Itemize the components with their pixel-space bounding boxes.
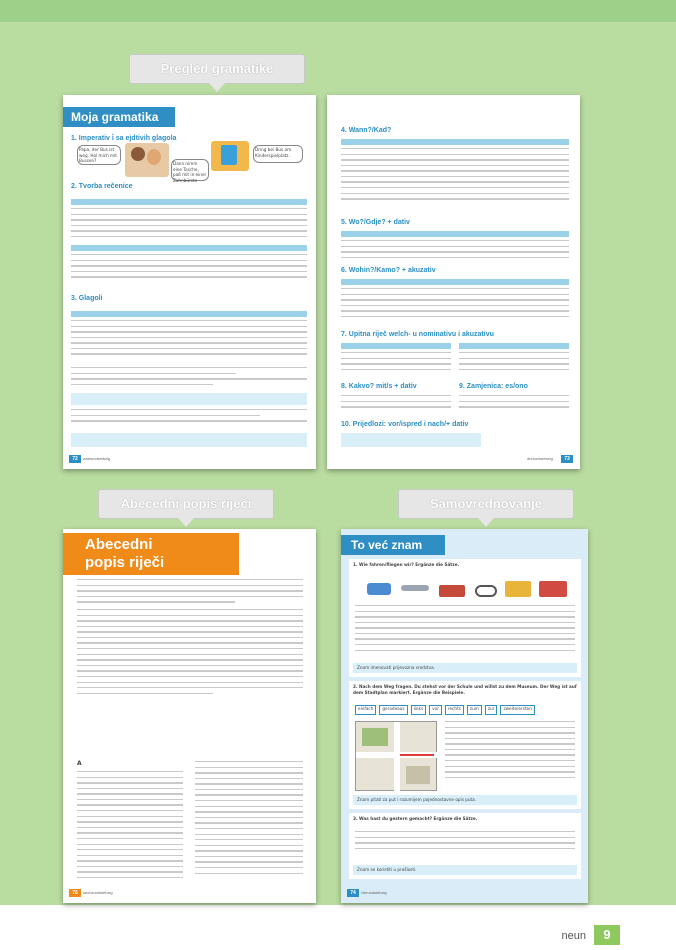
sentence-table-lines-2 [71,254,307,282]
chip-3: vor [429,705,442,715]
which-table-lines-b [459,352,569,374]
grammar-heading-2: 2. Tvorba rečenice [71,183,133,190]
where-table-lines [341,240,569,262]
whereto-table-header [341,279,569,285]
when-table-header [341,139,569,145]
glossary-letter-a: A [77,760,82,767]
prepositions-box [341,433,481,447]
chip-4: rechts [445,705,464,715]
chip-2: links [411,705,427,715]
which-table-header-a [341,343,451,349]
glossary-title-line-2: popis riječi [85,554,165,571]
car-icon [367,583,391,595]
self-eval-title-banner [341,535,445,555]
sentence-table-header-2 [71,245,307,251]
grammar-left-footer: zweiundsiebzig [83,456,111,461]
speech-bubble-2: Dann nimm eine Tasche, paß mit in einer Zahnbürste [171,159,209,181]
which-table-header-b [459,343,569,349]
glossary-column-left [77,771,183,883]
glossary-intro-lines [77,579,303,607]
illustration-phone [211,141,249,171]
verbs-note-box-1 [71,393,307,405]
with-lines [341,395,451,412]
exercise-1-check-text: Znam imenovati prijevozna sredstva. [357,665,436,670]
glossary-footer: sechsundsiebzig [83,890,113,895]
chip-1: geradeaus [379,705,407,715]
sentence-table-lines [71,208,307,241]
speech-bubble-1: Papa, der Bus ist weg. Hol mich mit Bussen? [77,145,121,165]
label-grammar-text: Pregled gramatike [160,61,274,76]
es-lines [459,395,569,412]
grammar-left-page-number: 72 [69,455,81,463]
bus-icon [505,581,531,597]
train-icon [539,581,567,597]
chip-0: einfach [355,705,376,715]
self-eval-title: To već znam [351,538,423,552]
footer-word: neun [561,930,586,942]
grammar-page-right [327,95,580,469]
exercise-2-box [349,681,581,809]
exercise-1-lines [355,605,575,655]
grammar-heading-9: 9. Zamjenica: es/ono [459,383,528,390]
label-grammar [129,54,305,84]
city-map [355,721,437,791]
label-selfeval [398,489,574,519]
when-table-lines [341,148,569,204]
exercise-2-instruction: 2. Nach dem Weg fragen. Du stehst vor der Schule und willst zu dem Museum. Der Weg ist auf dem Stadtplan markiert. Ergänze die Beispiele. [353,684,577,695]
exercise-3-check-text: Znam se koristiti u prošlosti. [357,867,417,872]
verbs-table-header [71,311,307,317]
label-glossary [98,489,274,519]
glossary-rules-lines [77,609,303,698]
glossary-column-right [195,761,303,878]
chip-6: zur [485,705,498,715]
grammar-heading-8: 8. Kakvo? mit/s + dativ [341,383,417,390]
grammar-heading-10: 10. Prijedlozi: vor/ispred i nach/+ dativ [341,421,469,428]
which-table-lines-a [341,352,451,374]
plane-icon [401,585,429,591]
self-eval-page-number: 74 [347,889,359,897]
top-band [0,0,676,22]
label-selfeval-text: Samovrednovanje [430,496,542,511]
whereto-table-lines [341,288,569,321]
exercise-2-lines [445,721,575,782]
verbs-note-box-2 [71,433,307,447]
transport-icons-row [367,577,567,599]
exercise-3-lines [355,831,575,853]
exercise-2-check-text: Znam pitati za put i razumijem pojednostavne opis puta. [357,797,477,802]
grammar-heading-7: 7. Upitna riječ welch- u nominativu i akuzativu [341,331,494,338]
verbs-notes-2 [71,409,307,426]
grammar-title-banner [63,107,175,127]
grammar-title: Moja gramatika [71,110,159,124]
word-chips-row [355,705,575,715]
chip-7: zweite/ersten [500,705,534,715]
glossary-title-line-1: Abecedni [85,536,153,553]
grammar-page-left [63,95,316,469]
self-eval-footer: vierundsiebzig [361,890,387,895]
speech-bubble-3: Dring bei Bus am Kinderspielplatz. [253,145,303,163]
bicycle-icon [475,585,497,597]
label-glossary-text: Abecedni popis riječi [120,496,252,511]
exercise-1-box [349,559,581,677]
grammar-right-footer: dreiundsiebzig [527,456,553,461]
ship-icon [439,585,465,597]
footer-page-number: 9 [594,925,620,945]
grammar-heading-3: 3. Glagoli [71,295,103,302]
grammar-heading-4: 4. Wann?/Kad? [341,127,392,134]
grammar-right-page-number: 73 [561,455,573,463]
grammar-heading-5: 5. Wo?/Gdje? + dativ [341,219,410,226]
verbs-notes [71,367,307,389]
sentence-table-header [71,199,307,205]
glossary-title-banner [63,533,239,575]
grammar-heading-6: 6. Wohin?/Kamo? + akuzativ [341,267,436,274]
glossary-page [63,529,316,903]
exercise-3-box [349,813,581,879]
exercise-3-instruction: 3. Was hast du gestern gemacht? Ergänze die Sätze. [353,816,478,821]
exercise-1-instruction: 1. Wie fahren/fliegen wir? Ergänze die Sätze. [353,562,460,567]
glossary-page-number: 76 [69,889,81,897]
grammar-heading-1: 1. Imperativ i̇ sa ejdtivih glagola [71,135,177,142]
illustration-girl [125,143,169,177]
chip-5: zum [467,705,482,715]
self-evaluation-page [341,529,588,903]
where-table-header [341,231,569,237]
verbs-table-lines [71,320,307,359]
